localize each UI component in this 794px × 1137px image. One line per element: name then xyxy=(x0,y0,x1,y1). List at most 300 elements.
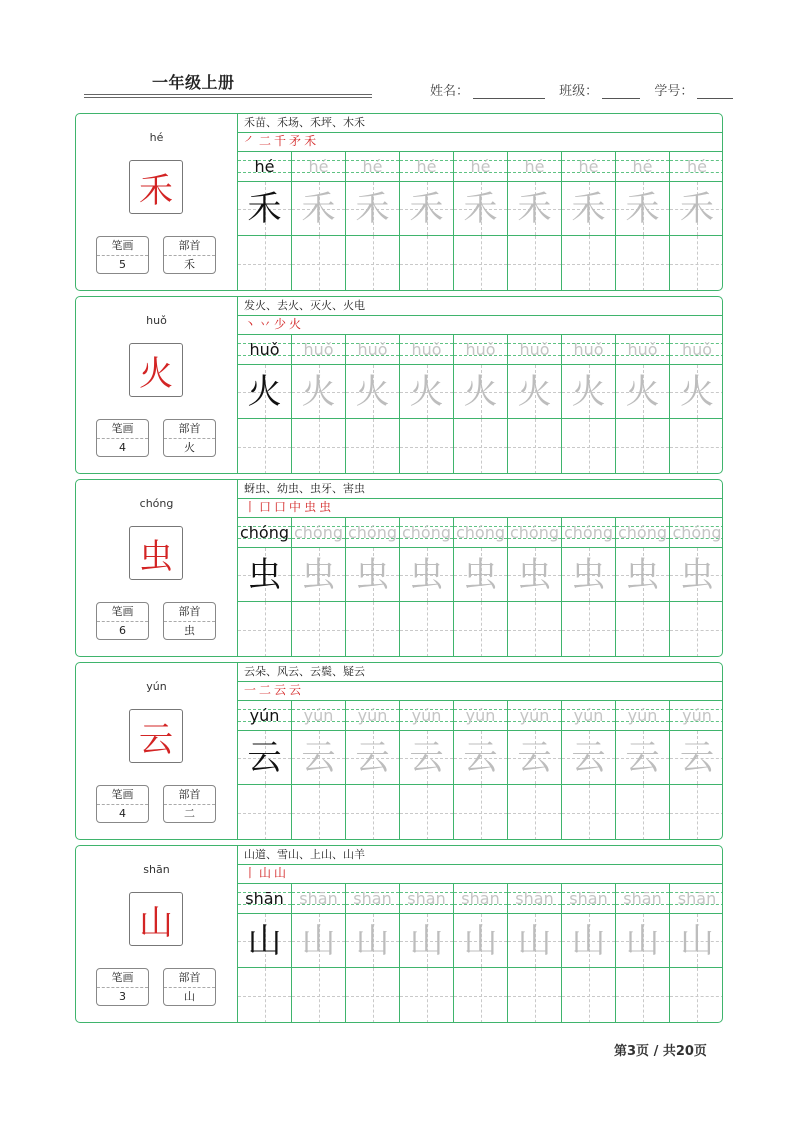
blank-practice-square[interactable] xyxy=(400,785,453,840)
stroke-step: 丶 xyxy=(244,317,257,331)
character-trace: 火 xyxy=(355,372,390,412)
blank-practice-square[interactable] xyxy=(670,968,723,1023)
radical-label: 部首 xyxy=(164,237,215,256)
character-trace: 火 xyxy=(301,372,336,412)
pinyin-lines xyxy=(670,884,723,914)
pinyin-trace: chóng xyxy=(672,523,722,542)
pinyin-trace: hé xyxy=(470,157,491,176)
character-trace: 山 xyxy=(517,921,552,961)
pinyin-lines xyxy=(346,701,399,731)
stroke-count-box xyxy=(96,236,149,274)
character-trace: 火 xyxy=(463,372,498,412)
stroke-order xyxy=(238,864,722,884)
character-trace: 禾 xyxy=(301,189,336,229)
stroke-count-label: 笔画 xyxy=(97,969,148,988)
blank-practice-square[interactable] xyxy=(616,419,669,474)
character-info-panel xyxy=(76,663,238,839)
blank-practice-square[interactable] xyxy=(508,602,561,657)
stroke-count-value: 4 xyxy=(119,807,126,820)
writing-cell[interactable] xyxy=(508,335,562,474)
writing-cell[interactable] xyxy=(292,701,346,840)
pinyin-lines xyxy=(400,518,453,548)
writing-cell[interactable] xyxy=(508,884,562,1023)
pinyin-model: yún xyxy=(249,706,280,725)
writing-cell[interactable] xyxy=(508,701,562,840)
character-model: 云 xyxy=(247,738,282,778)
blank-practice-square[interactable] xyxy=(400,602,453,657)
writing-cell[interactable] xyxy=(346,518,400,657)
blank-practice-square[interactable] xyxy=(346,602,399,657)
pinyin-trace: yún xyxy=(682,706,712,725)
practice-panel xyxy=(238,846,722,1022)
blank-practice-square[interactable] xyxy=(292,785,345,840)
radical-box xyxy=(163,419,216,457)
stroke-count-label: 笔画 xyxy=(97,786,148,805)
blank-practice-square[interactable] xyxy=(400,968,453,1023)
blank-practice-square[interactable] xyxy=(238,602,291,657)
blank-practice-square[interactable] xyxy=(616,785,669,840)
pinyin-lines xyxy=(238,884,291,914)
class-label: 班级： xyxy=(559,84,599,99)
pinyin-lines xyxy=(670,152,723,182)
pinyin-trace: shān xyxy=(353,889,392,908)
stroke-count-value: 5 xyxy=(119,258,126,271)
pinyin-trace: yún xyxy=(357,706,388,725)
character-square xyxy=(400,731,453,785)
practice-panel xyxy=(238,114,722,290)
stroke-count-box xyxy=(96,419,149,457)
pinyin-model: huǒ xyxy=(249,340,280,359)
writing-cell[interactable] xyxy=(346,335,400,474)
pinyin-trace: huǒ xyxy=(573,340,604,359)
radical-value: 禾 xyxy=(184,258,195,271)
title-underline-bottom xyxy=(84,97,372,98)
stroke-step: 云 xyxy=(274,683,287,697)
model-character: 火 xyxy=(129,343,183,397)
character-square xyxy=(346,914,399,968)
writing-cell[interactable] xyxy=(454,701,508,840)
character-trace: 山 xyxy=(625,921,660,961)
writing-grid xyxy=(238,335,722,474)
character-trace: 云 xyxy=(355,738,390,778)
example-words: 禾苗、禾场、禾坪、木禾 xyxy=(238,114,722,133)
pinyin-trace: yún xyxy=(627,706,658,725)
writing-cell[interactable] xyxy=(616,518,670,657)
class-field[interactable] xyxy=(602,84,640,99)
stroke-count-box xyxy=(96,785,149,823)
stroke-order xyxy=(238,681,722,701)
writing-cell[interactable] xyxy=(346,152,400,291)
writing-cell[interactable] xyxy=(238,518,292,657)
character-square xyxy=(616,548,669,602)
character-square xyxy=(508,182,561,236)
character-square xyxy=(562,182,615,236)
character-trace: 山 xyxy=(680,921,714,961)
pinyin-lines xyxy=(562,518,615,548)
radical-label: 部首 xyxy=(164,969,215,988)
writing-cell[interactable] xyxy=(670,884,723,1023)
character-pinyin: hé xyxy=(149,131,164,144)
writing-cell[interactable] xyxy=(562,701,616,840)
writing-cell[interactable] xyxy=(292,884,346,1023)
writing-cell[interactable] xyxy=(454,335,508,474)
pinyin-trace: chóng xyxy=(401,523,452,542)
pinyin-trace: shān xyxy=(569,889,608,908)
pinyin-trace: shān xyxy=(299,889,338,908)
character-square xyxy=(454,182,507,236)
pinyin-trace: shān xyxy=(407,889,446,908)
blank-practice-square[interactable] xyxy=(562,236,615,291)
pinyin-lines xyxy=(400,335,453,365)
character-square xyxy=(670,182,723,236)
pinyin-trace: shān xyxy=(677,889,717,908)
writing-cell[interactable] xyxy=(454,518,508,657)
example-words: 蚜虫、幼虫、虫牙、害虫 xyxy=(238,480,722,499)
pinyin-trace: huǒ xyxy=(465,340,496,359)
character-square xyxy=(346,548,399,602)
stroke-count-label: 笔画 xyxy=(97,237,148,256)
blank-practice-square[interactable] xyxy=(238,785,291,840)
blank-practice-square[interactable] xyxy=(346,236,399,291)
blank-practice-square[interactable] xyxy=(454,602,507,657)
blank-practice-square[interactable] xyxy=(454,419,507,474)
pinyin-trace: huǒ xyxy=(681,340,713,359)
writing-cell[interactable] xyxy=(616,884,670,1023)
character-square xyxy=(346,731,399,785)
character-square xyxy=(562,548,615,602)
blank-practice-square[interactable] xyxy=(346,968,399,1023)
pinyin-lines xyxy=(454,701,507,731)
blank-practice-square[interactable] xyxy=(400,236,453,291)
radical-value: 二 xyxy=(184,807,195,820)
pinyin-lines xyxy=(454,884,507,914)
character-info-panel xyxy=(76,846,238,1022)
stroke-step: 山 xyxy=(274,866,287,880)
blank-practice-square[interactable] xyxy=(292,419,345,474)
blank-practice-square[interactable] xyxy=(616,602,669,657)
pinyin-lines xyxy=(562,152,615,182)
writing-cell[interactable] xyxy=(238,152,292,291)
stroke-count-value: 3 xyxy=(119,990,126,1003)
character-square xyxy=(670,731,723,785)
worksheet-title: 一年级上册 xyxy=(152,73,235,92)
character-square xyxy=(508,365,561,419)
title-underline-top xyxy=(84,94,372,95)
radical-box xyxy=(163,236,216,274)
name-field[interactable] xyxy=(473,84,545,99)
writing-cell[interactable] xyxy=(454,152,508,291)
blank-practice-square[interactable] xyxy=(670,236,723,291)
pinyin-trace: yún xyxy=(411,706,442,725)
pinyin-lines xyxy=(346,152,399,182)
character-trace: 云 xyxy=(571,738,606,778)
writing-cell[interactable] xyxy=(616,335,670,474)
blank-practice-square[interactable] xyxy=(238,968,291,1023)
pinyin-trace: chóng xyxy=(509,523,560,542)
writing-cell[interactable] xyxy=(238,884,292,1023)
pinyin-lines xyxy=(508,152,561,182)
character-square xyxy=(454,914,507,968)
blank-practice-square[interactable] xyxy=(562,602,615,657)
character-trace: 火 xyxy=(680,372,714,412)
pinyin-trace: chóng xyxy=(617,523,668,542)
character-square xyxy=(400,914,453,968)
blank-practice-square[interactable] xyxy=(508,236,561,291)
pinyin-lines xyxy=(454,152,507,182)
character-square xyxy=(616,365,669,419)
blank-practice-square[interactable] xyxy=(508,968,561,1023)
blank-practice-square[interactable] xyxy=(346,419,399,474)
blank-practice-square[interactable] xyxy=(670,602,723,657)
stroke-step: 禾 xyxy=(304,134,317,148)
blank-practice-square[interactable] xyxy=(508,785,561,840)
blank-practice-square[interactable] xyxy=(238,236,291,291)
character-trace: 禾 xyxy=(517,189,552,229)
pinyin-lines xyxy=(562,701,615,731)
pinyin-lines xyxy=(346,884,399,914)
character-square xyxy=(292,914,345,968)
writing-cell[interactable] xyxy=(400,884,454,1023)
stroke-count-value: 6 xyxy=(119,624,126,637)
character-square xyxy=(562,731,615,785)
character-square xyxy=(562,914,615,968)
model-character: 禾 xyxy=(129,160,183,214)
character-trace: 山 xyxy=(355,921,390,961)
character-trace: 虫 xyxy=(301,555,336,595)
stroke-count-label: 笔画 xyxy=(97,603,148,622)
student-id-field[interactable] xyxy=(697,84,733,99)
writing-cell[interactable] xyxy=(400,335,454,474)
writing-cell[interactable] xyxy=(238,335,292,474)
character-square xyxy=(238,731,291,785)
character-square xyxy=(346,365,399,419)
character-trace: 火 xyxy=(571,372,606,412)
writing-cell[interactable] xyxy=(292,152,346,291)
radical-value: 虫 xyxy=(184,624,195,637)
character-square xyxy=(670,365,723,419)
stroke-count-label: 笔画 xyxy=(97,420,148,439)
pinyin-lines xyxy=(616,884,669,914)
character-square xyxy=(292,365,345,419)
character-pinyin: yún xyxy=(146,680,167,693)
character-square xyxy=(292,548,345,602)
writing-cell[interactable] xyxy=(292,518,346,657)
character-trace: 云 xyxy=(625,738,660,778)
writing-cell[interactable] xyxy=(562,152,616,291)
pinyin-trace: chóng xyxy=(455,523,506,542)
writing-cell[interactable] xyxy=(670,701,723,840)
writing-cell[interactable] xyxy=(670,518,723,657)
character-trace: 虫 xyxy=(571,555,606,595)
stroke-step: 二 xyxy=(259,134,272,148)
pinyin-trace: shān xyxy=(515,889,554,908)
writing-cell[interactable] xyxy=(670,152,723,291)
practice-panel xyxy=(238,663,722,839)
character-trace: 山 xyxy=(463,921,498,961)
blank-practice-square[interactable] xyxy=(454,236,507,291)
pinyin-lines xyxy=(508,701,561,731)
blank-practice-square[interactable] xyxy=(238,419,291,474)
character-square xyxy=(508,914,561,968)
character-square xyxy=(346,182,399,236)
radical-value: 山 xyxy=(184,990,195,1003)
character-card xyxy=(75,662,723,840)
character-trace: 火 xyxy=(625,372,660,412)
blank-practice-square[interactable] xyxy=(562,968,615,1023)
pinyin-lines xyxy=(238,701,291,731)
blank-practice-square[interactable] xyxy=(562,785,615,840)
stroke-step: 矛 xyxy=(289,134,302,148)
writing-grid xyxy=(238,884,722,1023)
pinyin-trace: hé xyxy=(524,157,545,176)
writing-cell[interactable] xyxy=(292,335,346,474)
stroke-step: 口 xyxy=(259,500,272,514)
writing-cell[interactable] xyxy=(616,701,670,840)
blank-practice-square[interactable] xyxy=(346,785,399,840)
character-trace: 云 xyxy=(301,738,336,778)
pinyin-lines xyxy=(292,884,345,914)
pinyin-lines xyxy=(454,518,507,548)
writing-cell[interactable] xyxy=(400,701,454,840)
writing-cell[interactable] xyxy=(400,518,454,657)
writing-cell[interactable] xyxy=(346,884,400,1023)
stroke-step: ㇒ xyxy=(244,134,257,148)
character-model: 火 xyxy=(247,372,282,412)
pinyin-lines xyxy=(400,152,453,182)
character-square xyxy=(454,548,507,602)
pinyin-lines xyxy=(238,152,291,182)
character-trace: 虫 xyxy=(409,555,444,595)
character-square xyxy=(670,914,723,968)
radical-label: 部首 xyxy=(164,420,215,439)
character-square xyxy=(238,365,291,419)
blank-practice-square[interactable] xyxy=(400,419,453,474)
blank-practice-square[interactable] xyxy=(562,419,615,474)
character-square xyxy=(616,914,669,968)
writing-cell[interactable] xyxy=(670,335,723,474)
character-model: 禾 xyxy=(247,189,282,229)
character-square xyxy=(616,182,669,236)
blank-practice-square[interactable] xyxy=(670,785,723,840)
character-trace: 火 xyxy=(409,372,444,412)
radical-box xyxy=(163,968,216,1006)
blank-practice-square[interactable] xyxy=(454,968,507,1023)
pinyin-trace: chóng xyxy=(563,523,614,542)
character-pinyin: huǒ xyxy=(146,314,167,327)
character-card xyxy=(75,845,723,1023)
character-trace: 山 xyxy=(301,921,336,961)
model-character: 山 xyxy=(129,892,183,946)
blank-practice-square[interactable] xyxy=(292,236,345,291)
pinyin-lines xyxy=(562,335,615,365)
writing-cell[interactable] xyxy=(562,518,616,657)
pinyin-trace: hé xyxy=(578,157,599,176)
character-trace: 禾 xyxy=(409,189,444,229)
character-trace: 禾 xyxy=(680,189,714,229)
character-pinyin: chóng xyxy=(139,497,174,510)
character-trace: 虫 xyxy=(517,555,552,595)
writing-cell[interactable] xyxy=(454,884,508,1023)
character-trace: 虫 xyxy=(355,555,390,595)
writing-cell[interactable] xyxy=(508,152,562,291)
pinyin-lines xyxy=(562,884,615,914)
character-model: 虫 xyxy=(247,555,282,595)
writing-grid xyxy=(238,518,722,657)
blank-practice-square[interactable] xyxy=(508,419,561,474)
character-square xyxy=(238,548,291,602)
writing-cell[interactable] xyxy=(616,152,670,291)
character-trace: 云 xyxy=(409,738,444,778)
pinyin-trace: yún xyxy=(303,706,334,725)
pinyin-trace: hé xyxy=(687,157,707,176)
practice-panel xyxy=(238,480,722,656)
stroke-order xyxy=(238,498,722,518)
pinyin-trace: chóng xyxy=(293,523,344,542)
blank-practice-square[interactable] xyxy=(670,419,723,474)
pinyin-model: shān xyxy=(245,889,284,908)
writing-cell[interactable] xyxy=(562,335,616,474)
student-info-fields xyxy=(430,80,733,99)
pinyin-trace: yún xyxy=(465,706,496,725)
stroke-step: 丷 xyxy=(259,317,272,331)
pinyin-trace: yún xyxy=(519,706,550,725)
writing-cell[interactable] xyxy=(400,152,454,291)
character-square xyxy=(508,548,561,602)
pinyin-lines xyxy=(238,335,291,365)
pinyin-trace: huǒ xyxy=(519,340,550,359)
character-square xyxy=(292,731,345,785)
character-info-panel xyxy=(76,297,238,473)
blank-practice-square[interactable] xyxy=(454,785,507,840)
pinyin-lines xyxy=(508,335,561,365)
pinyin-lines xyxy=(670,518,723,548)
character-square xyxy=(400,548,453,602)
writing-cell[interactable] xyxy=(508,518,562,657)
character-square xyxy=(238,182,291,236)
writing-cell[interactable] xyxy=(562,884,616,1023)
name-label: 姓名： xyxy=(430,84,470,99)
character-pinyin: shān xyxy=(143,863,170,876)
pinyin-trace: chóng xyxy=(347,523,398,542)
pinyin-lines xyxy=(508,884,561,914)
blank-practice-square[interactable] xyxy=(292,602,345,657)
blank-practice-square[interactable] xyxy=(616,236,669,291)
radical-value: 火 xyxy=(184,441,195,454)
blank-practice-square[interactable] xyxy=(616,968,669,1023)
blank-practice-square[interactable] xyxy=(292,968,345,1023)
stroke-step: 云 xyxy=(289,683,302,697)
stroke-order xyxy=(238,315,722,335)
pinyin-trace: yún xyxy=(573,706,604,725)
character-square xyxy=(292,182,345,236)
pinyin-lines xyxy=(400,884,453,914)
radical-label: 部首 xyxy=(164,786,215,805)
character-info-panel xyxy=(76,114,238,290)
example-words: 云朵、风云、云鬓、疑云 xyxy=(238,663,722,682)
model-character: 虫 xyxy=(129,526,183,580)
writing-cell[interactable] xyxy=(346,701,400,840)
model-character: 云 xyxy=(129,709,183,763)
character-trace: 山 xyxy=(571,921,606,961)
pinyin-trace: hé xyxy=(632,157,653,176)
character-card xyxy=(75,479,723,657)
character-square xyxy=(454,731,507,785)
character-square xyxy=(562,365,615,419)
pinyin-model: hé xyxy=(254,157,275,176)
stroke-step: 丨 xyxy=(244,500,257,514)
stroke-step: 少 xyxy=(274,317,287,331)
writing-cell[interactable] xyxy=(238,701,292,840)
